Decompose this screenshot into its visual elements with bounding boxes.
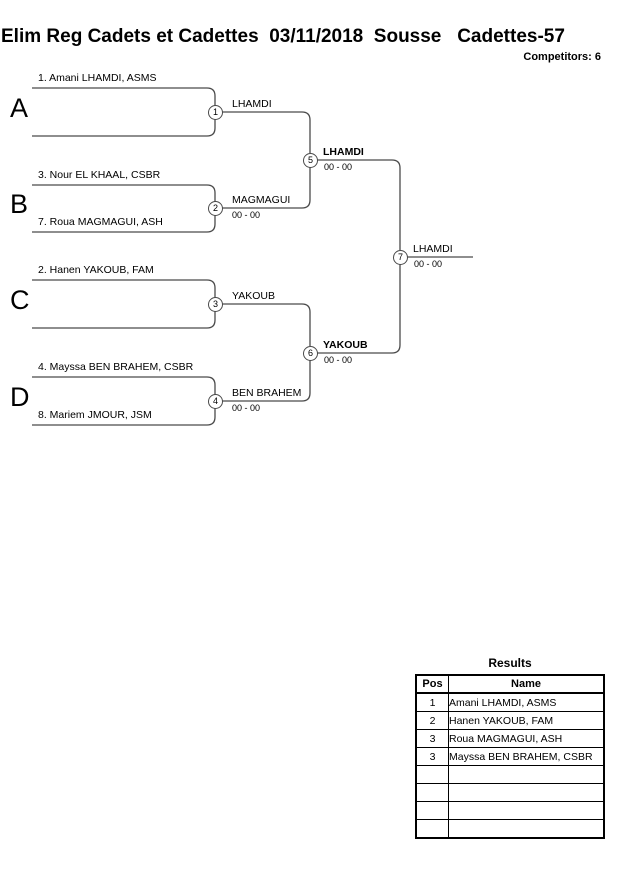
group-letter-d: D [10,382,30,412]
group-letter-c: C [10,285,30,315]
seed-b-top: 3. Nour EL KHAAL, CSBR [38,169,161,181]
result-name: Roua MAGMAGUI, ASH [449,730,605,748]
result-name [449,784,605,802]
page-title: Elim Reg Cadets et Cadettes 03/11/2018 Sousse Cadettes-57 [1,26,565,47]
results-col-name: Name [449,675,605,693]
match-2-circle [208,201,223,216]
results-header-row [416,675,604,693]
table-row [416,802,604,820]
table-row [416,784,604,802]
table-row [416,693,604,712]
match-2-winner: MAGMAGUI [232,194,291,206]
result-pos: 3 [416,748,449,766]
match-1-winner-line [222,112,310,153]
result-name: Amani LHAMDI, ASMS [449,693,605,712]
result-pos [416,766,449,784]
result-name [449,820,605,839]
match-6-number: 6 [307,348,313,358]
results-table [415,674,605,839]
match-7-circle [393,250,408,265]
seed-c-top: 2. Hanen YAKOUB, FAM [38,264,154,276]
competitors-count: Competitors: 6 [523,51,601,63]
seed-b-bottom: 7. Roua MAGMAGUI, ASH [38,216,163,228]
match-1-winner: LHAMDI [232,98,272,110]
match-4-score: 00 - 00 [232,403,261,413]
seed-d-bottom: 8. Mariem JMOUR, JSM [38,409,152,421]
match-4-number: 4 [212,396,218,406]
match-5-number: 5 [307,155,313,165]
match-6-winner: YAKOUB [323,339,368,351]
match-7-winner: LHAMDI [413,243,453,255]
seed-d-top: 4. Mayssa BEN BRAHEM, CSBR [38,361,194,373]
match-3-winner-line [222,304,310,346]
result-pos [416,784,449,802]
table-row [416,748,604,766]
match-5-circle [303,153,318,168]
match-4-winner: BEN BRAHEM [232,387,302,399]
match-4-circle [208,394,223,409]
result-name: Mayssa BEN BRAHEM, CSBR [449,748,605,766]
match-2-number: 2 [212,203,218,213]
results-col-pos: Pos [416,675,449,693]
group-letter-b: B [10,189,29,219]
match-5-winner: LHAMDI [323,146,364,158]
match-7-score: 00 - 00 [414,259,443,269]
match-7-number: 7 [397,252,403,262]
result-pos: 2 [416,712,449,730]
table-row [416,820,604,839]
group-letter-a: A [10,93,29,123]
table-row [416,712,604,730]
result-pos: 3 [416,730,449,748]
table-row [416,766,604,784]
seed-a-top: 1. Amani LHAMDI, ASMS [38,72,157,84]
result-pos [416,802,449,820]
match-2-score: 00 - 00 [232,210,261,220]
results-title: Results [488,656,532,670]
match-1-circle [208,105,223,120]
bracket-group-a [32,88,215,136]
match-5-winner-line [317,160,400,250]
result-name [449,766,605,784]
result-name: Hanen YAKOUB, FAM [449,712,605,730]
match-3-winner: YAKOUB [232,290,275,302]
table-row [416,730,604,748]
match-6-circle [303,346,318,361]
bracket-group-c [32,280,215,328]
result-pos [416,820,449,839]
match-5-score: 00 - 00 [324,162,353,172]
result-name [449,802,605,820]
match-1-number: 1 [212,107,218,117]
match-3-number: 3 [212,299,218,309]
match-3-circle [208,297,223,312]
match-6-score: 00 - 00 [324,355,353,365]
result-pos: 1 [416,693,449,712]
